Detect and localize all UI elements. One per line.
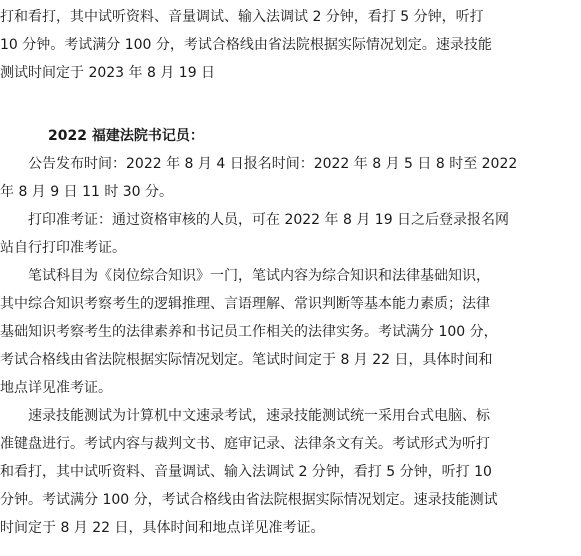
paragraph-line: 公告发布时间：2022 年 8 月 4 日报名时间：2022 年 8 月 5 日 8 时至 2022 [28, 156, 518, 172]
paragraph-line: 速录技能测试为计算机中文速录考试，速录技能测试统一采用台式电脑、标 [28, 408, 490, 424]
paragraph-line: 基础知识考察考生的法律素养和书记员工作相关的法律实务。考试满分 100 分， [0, 324, 498, 340]
paragraph-line: 分钟。考试满分 100 分，考试合格线由省法院根据实际情况划定。速录技能测试 [0, 492, 498, 508]
paragraph-line: 其中综合知识考察考生的逻辑推理、言语理解、常识判断等基本能力素质；法律 [0, 296, 490, 312]
paragraph-line: 地点详见准考证。 [0, 380, 112, 396]
paragraph-line: 笔试科目为《岗位综合知识》一门，笔试内容为综合知识和法律基础知识， [28, 268, 490, 284]
paragraph-line: 10 分钟。考试满分 100 分，考试合格线由省法院根据实际情况划定。速录技能 [0, 37, 492, 53]
section-heading: 2022 福建法院书记员： [48, 128, 204, 144]
paragraph-line: 测试时间定于 2023 年 8 月 19 日 [0, 65, 216, 81]
paragraph-line: 打和看打，其中试听资料、音量调试、输入法调试 2 分钟，看打 5 分钟，听打 [0, 9, 484, 25]
paragraph-line: 时间定于 8 月 22 日，具体时间和地点详见准考证。 [0, 520, 325, 536]
paragraph-line: 打印准考证：通过资格审核的人员，可在 2022 年 8 月 19 日之后登录报名网 [28, 212, 510, 228]
paragraph-line: 年 8 月 9 日 11 时 30 分。 [0, 184, 174, 200]
paragraph-line: 准键盘进行。考试内容与裁判文书、庭审记录、法律条文有关。考试形式为听打 [0, 436, 490, 452]
paragraph-line: 考试合格线由省法院根据实际情况划定。笔试时间定于 8 月 22 日，具体时间和 [0, 352, 493, 368]
paragraph-line: 和看打，其中试听资料、音量调试、输入法调试 2 分钟，看打 5 分钟，听打 10 [0, 464, 492, 480]
paragraph-line: 站自行打印准考证。 [0, 240, 126, 256]
